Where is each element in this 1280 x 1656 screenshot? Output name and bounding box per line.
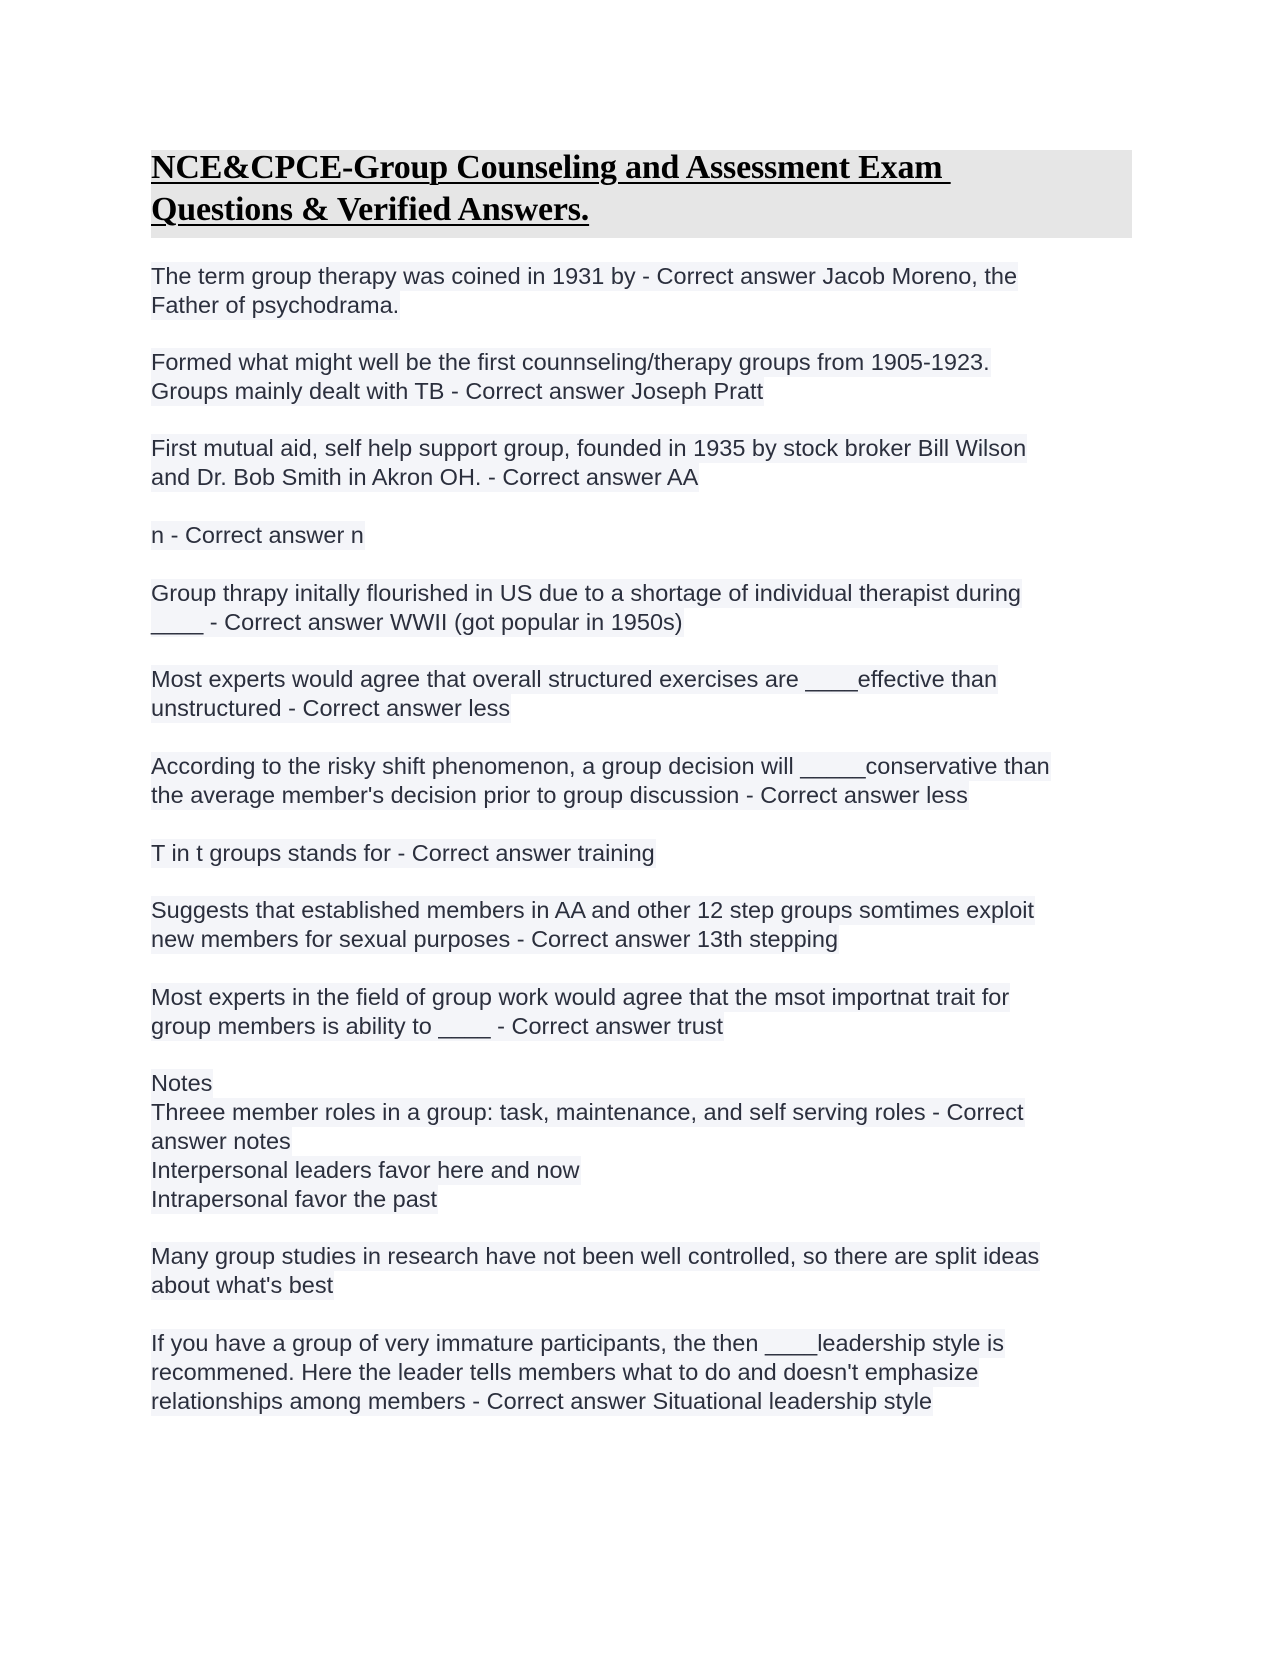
notes-heading: Notes [151, 1070, 213, 1096]
qa-text-line: Father of psychodrama. [151, 292, 400, 318]
qa-text-line: n - Correct answer n [151, 522, 364, 548]
qa-text-line: Groups mainly dealt with TB - Correct answer Joseph Pratt [151, 378, 764, 404]
qa-text-line: Many group studies in research have not been well controlled, so there are split ideas [151, 1243, 1040, 1269]
qa-text-line: The term group therapy was coined in 1931 by - Correct answer Jacob Moreno, the [151, 263, 1018, 289]
qa-text-line: answer notes [151, 1128, 291, 1154]
qa-text-line: Threee member roles in a group: task, maintenance, and self serving roles - Correct [151, 1099, 1024, 1125]
qa-text-line: unstructured - Correct answer less [151, 695, 511, 721]
qa-text-line: Suggests that established members in AA and other 12 step groups somtimes exploit [151, 897, 1035, 923]
qa-text-line: Most experts in the field of group work would agree that the msot importnat trait for [151, 984, 1010, 1010]
document-title-line-2: Questions & Verified Answers. [151, 191, 590, 228]
qa-text-line: Interpersonal leaders favor here and now [151, 1157, 580, 1183]
qa-text-line: group members is ability to ____ - Correct answer trust [151, 1013, 724, 1039]
qa-text-line: Group thrapy initally flourished in US due to a shortage of individual therapist during [151, 580, 1022, 606]
qa-text-line: ____ - Correct answer WWII (got popular in 1950s) [151, 609, 683, 635]
qa-text-line: T in t groups stands for - Correct answer training [151, 840, 655, 866]
qa-text-line: Intrapersonal favor the past [151, 1186, 438, 1212]
qa-text-line: According to the risky shift phenomenon, a group decision will _____conservative than [151, 753, 1050, 779]
qa-text-line: Formed what might well be the first counnseling/therapy groups from 1905-1923. [151, 349, 990, 375]
qa-text-line: Most experts would agree that overall structured exercises are ____effective than [151, 666, 998, 692]
qa-text-line: recommened. Here the leader tells members what to do and doesn't emphasize [151, 1359, 979, 1385]
document-title-line-1: NCE&CPCE-Group Counseling and Assessment Exam [151, 149, 951, 186]
qa-text-line: new members for sexual purposes - Correct answer 13th stepping [151, 926, 839, 952]
qa-text-line: First mutual aid, self help support group, founded in 1935 by stock broker Bill Wilson [151, 435, 1027, 461]
qa-text-line: relationships among members - Correct answer Situational leadership style [151, 1388, 933, 1414]
qa-text-line: about what's best [151, 1272, 334, 1298]
qa-text-line: and Dr. Bob Smith in Akron OH. - Correct answer AA [151, 464, 699, 490]
qa-text-line: the average member's decision prior to group discussion - Correct answer less [151, 782, 968, 808]
qa-text-line: If you have a group of very immature participants, the then ____leadership style is [151, 1330, 1004, 1356]
